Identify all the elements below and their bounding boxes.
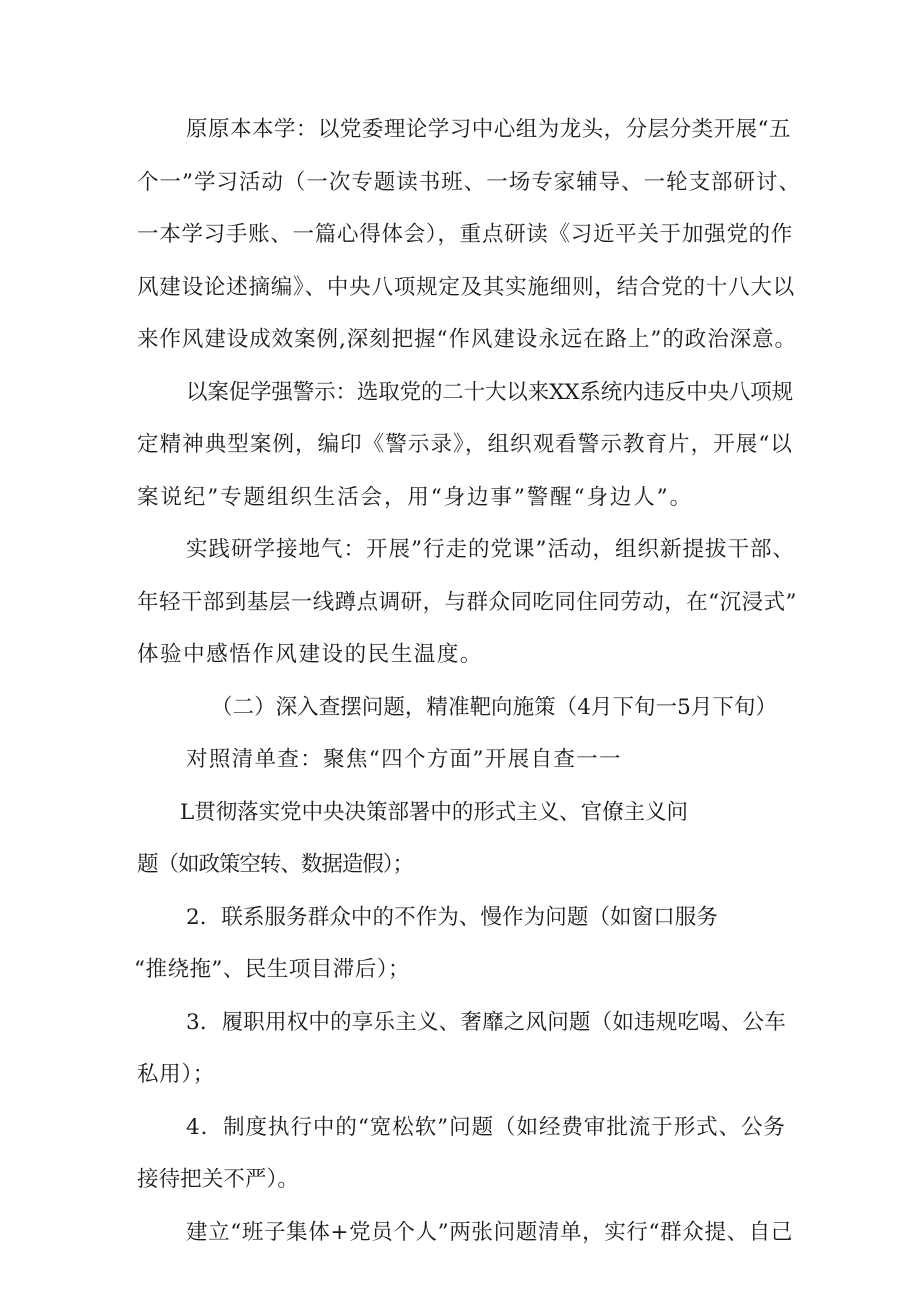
body-line: 风建设论述摘编》、中央八项规定及其实施细则，结合党的十八大以: [137, 275, 795, 300]
list-line: 私用）；: [137, 1062, 215, 1087]
body-line: 来作风建设成效案例,深刻把握“作风建设永远在路上”的政治深意。: [137, 327, 797, 352]
body-line: 体验中感悟作风建设的民生温度。: [137, 642, 483, 667]
body-line: 案说纪”专题组织生活会，用“身边事”警醒“身边人”。: [137, 485, 693, 510]
list-line: 2．联系服务群众中的不作为、慢作为问题（如窗口服务: [186, 905, 718, 930]
body-line: 以案促学强警示：选取党的二十大以来XX系统内违反中央八项规: [186, 380, 793, 405]
list-line: 3．履职用权中的享乐主义、奢靡之风问题（如违规吃喝、公车: [186, 1010, 786, 1035]
body-line: 建立“班子集体+党员个人”两张问题清单，实行“群众提、自己: [186, 1220, 793, 1245]
body-line: 原原本本学：以党委理论学习中心组为龙头，分层分类开展“五: [186, 117, 791, 142]
body-line: 一本学习手账、一篇心得体会），重点研读《习近平关于加强党的作: [137, 222, 793, 247]
list-line: 题（如政策空转、数据造假）；: [137, 852, 413, 877]
list-line: “推绕拖”、民生项目滞后）；: [134, 957, 410, 982]
list-line: 4．制度执行中的“宽松软”问题（如经费审批流于形式、公务: [186, 1115, 786, 1140]
body-line: 年轻干部到基层一线蹲点调研，与群众同吃同住同劳动，在“沉浸式”: [137, 590, 797, 615]
list-line: L贯彻落实党中央决策部署中的形式主义、官僚主义问: [180, 800, 688, 825]
body-line: 定精神典型案例，编印《警示录》，组织观看警示教育片，开展“以: [137, 432, 793, 457]
section-heading: （二）深入查摆问题，精准靶向施策（4月下旬一5月下旬）: [211, 695, 777, 720]
list-line: 接待把关不严）。: [137, 1167, 299, 1192]
body-line: 实践研学接地气：开展”行走的党课”活动，组织新提拔干部、: [186, 537, 795, 562]
body-line: 对照清单查：聚焦“四个方面”开展自查一一: [186, 747, 622, 772]
body-line: 个一”学习活动（一次专题读书班、一场专家辅导、一轮支部研讨、: [137, 170, 801, 195]
